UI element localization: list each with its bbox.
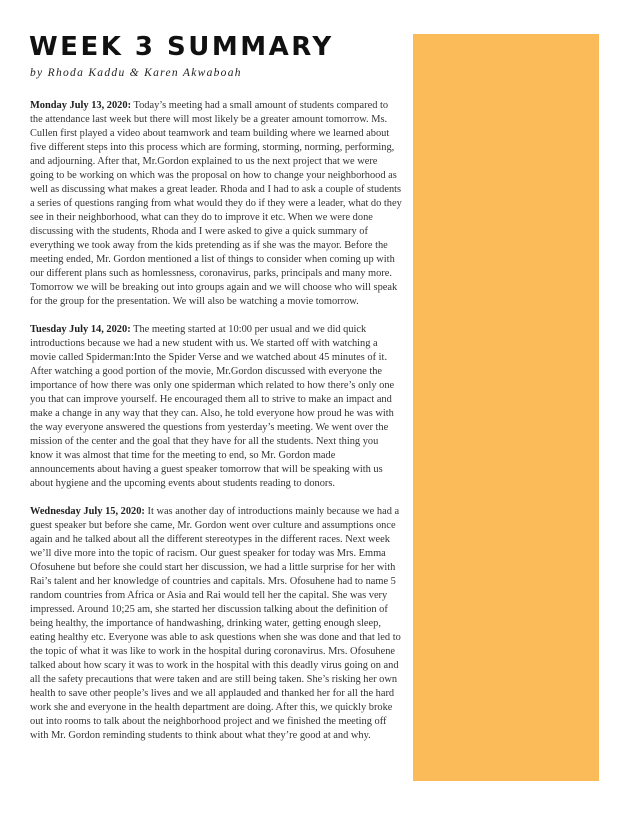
entry-monday <box>30 99 402 309</box>
entry-date: Wednesday July 15, 2020: <box>30 506 145 517</box>
entry-date: Tuesday July 14, 2020: <box>30 324 131 335</box>
summary-body <box>30 99 402 757</box>
entry-text: Today’s meeting had a small amount of students compared to the attendance last week but there will most likely be a greater amount tomorrow. Ms. Cullen first played a video about teamwork and team building where we learned about five different steps into this process which are forming, storming, norming, performing, and adjourning. After that, Mr.Gordon explained to us the next project that we were going to be working on which was the proposal on how to change your neighborhood as well as discussing what makes a great leader. Rhoda and I had to ask a couple of students a series of questions ranging from what would they do if they were a leader, what do they see in their neighborhood, what can they do to improve it etc. When we were done discussing with the students, Rhoda and I were asked to give a quick summary of everything we took away from the kids pretending as if she was the mayor. Before the meeting ended, Mr. Gordon mentioned a list of things to consider when coming up with our different plans such as homlessness, coronavirus, parks, principals and many more. Tomorrow we will be breaking out into groups again and we will choose who will speak for the group for the presentation. We will also be watching a movie tomorrow. <box>30 100 402 307</box>
entry-date: Monday July 13, 2020: <box>30 100 132 111</box>
page-title: WEEK 3 SUMMARY <box>29 32 334 62</box>
entry-text: The meeting started at 10:00 per usual and we did quick introductions because we had a new student with us. We started off with watching a movie called Spiderman:Into the Spider Verse and we watched about 45 minutes of it. After watching a good portion of the movie, Mr.Gordon discussed with everyone the importance of how there was only one spiderman which related to how there’s only one you that can improve yourself. He encouraged them all to strive to make an impact and make a change in any way that they can. Also, he told everyone how proud he was with the way everyone answered the questions from yesterday’s meeting. We went over the mission of the center and the goal that they have for all the students. Next thing you know it was almost that time for the meeting to end, so Mr. Gordon made announcements about having a guest speaker tomorrow that will be speaking with us about hygiene and the upcoming events about students reading to donors. <box>30 324 395 489</box>
accent-side-panel <box>413 34 599 781</box>
entry-text: It was another day of introductions mainly because we had a guest speaker but before she came, Mr. Gordon went over culture and assumptions once again and he talked about all the different stereotypes in the different races. Next week we’ll dive more into the topic of racism. Our guest speaker for today was Mrs. Emma Ofosuhene but before she could start her discussion, we had a little surprise for her with Rai’s talent and her knowledge of countries and capitals. Mrs. Ofosuhene had to name 5 random countries from Africa or Asia and Rai would tell her the capital. She was very impressed. Around 10;25 am, she started her discussion talking about the definition of being healthy, the importance of handwashing, drinking water, getting enough sleep, eating healthy etc. Everyone was able to ask questions when she was done and that led to the topic of what it was like to work in the hospital during coronavirus. Mrs. Ofosuhene talked about how scary it was to work in the hospital with this deadly virus going on and all the safety precautions that were taken and are still being taken. She’s risking her own health to save other people’s lives and we all applauded and thanked her for all the hard work she and everyone in the health department are doing. After this, we quickly broke out into rooms to talk about the neighborhood project and we finished the meeting off with Mr. Gordon reminding students to think about what they’re good at and why. <box>30 506 401 741</box>
entry-wednesday <box>30 505 402 743</box>
byline: by Rhoda Kaddu & Karen Akwaboah <box>30 67 242 79</box>
entry-tuesday <box>30 323 402 491</box>
